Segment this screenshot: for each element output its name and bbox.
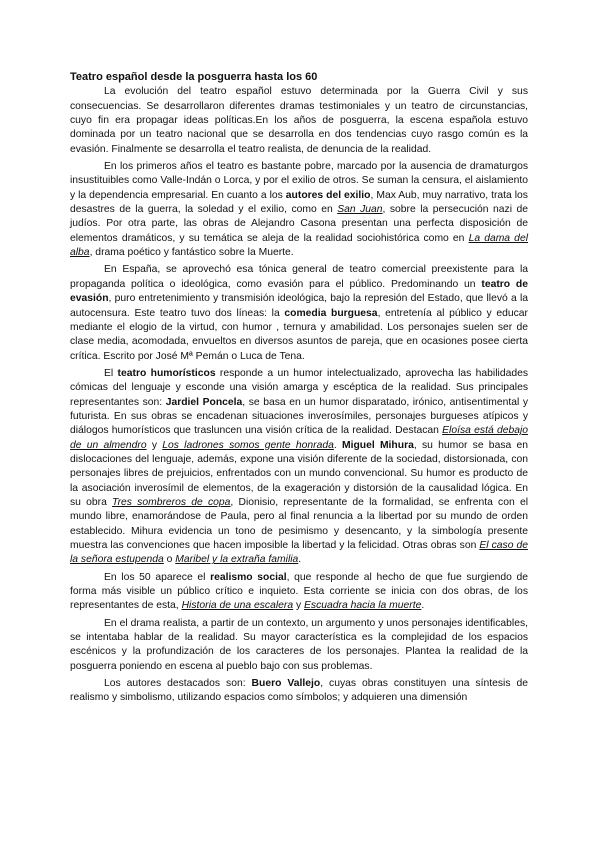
text-run: Los autores destacados son: — [104, 678, 252, 690]
document-title: Teatro español desde la posguerra hasta los 60 — [70, 71, 318, 83]
text-run: , Max Aub, muy narrativo, trata los desastres de la guerra, la soledad y el exilio, como en — [70, 189, 528, 216]
paragraph — [70, 85, 528, 157]
text-run: , cuyas obras constituyen una síntesis de realismo y simbolismo, utilizando espacios como símbolos; y adquieren una dimensión — [70, 678, 528, 704]
document-page — [70, 70, 528, 709]
text-run: y — [293, 600, 305, 612]
text-run: El — [104, 367, 118, 379]
text-run: , drama poético y fantástico sobre la Muerte. — [89, 247, 294, 259]
text-run: , se basa en un humor disparatado, irónico, antisentimental y futurista. En sus obras se encadenan situaciones inverosímiles, personajes burgueses atípicos y diálogos humorísticos que trasluncen una visión crítica de la realidad. Destacan — [70, 396, 528, 437]
paragraph — [70, 367, 528, 568]
text-run: En España, se aprovechó esa tónica general de teatro comercial preexistente para la propaganda política o ideológica, como evasión para el público. Predominando un — [70, 264, 528, 290]
text-run: responde a un humor intelectualizado, aprovecha las habilidades cómicas del lenguaje y esconde una visión amarga y escéptica de la realidad. Sus principales representantes son: — [70, 367, 529, 408]
text-run: En los 50 aparece el — [104, 571, 211, 583]
paragraph — [70, 677, 528, 706]
work-title: Escuadra hacia la muerte — [304, 600, 422, 612]
work-title: Eloísa está debajo de un almendro — [70, 425, 529, 451]
text-run: , entretenía al público y educar mediante el elogio de la virtud, con humor , ternura y amabilidad. Los personajes suelen ser de clase media, acomodada, envueltos en diversos asuntos de pareja, que en ocasiones posee cierta crítica. Escrito por José Mª Pemán o Luca de Tena. — [70, 307, 528, 362]
paragraph — [70, 160, 528, 260]
paragraph — [70, 617, 528, 674]
bold-term: teatro de evasión — [70, 278, 529, 305]
work-title: San Juan — [337, 204, 383, 216]
text-run: , puro entretenimiento y transmisión ideológica, bajo la represión del Estado, que llevó a la autocensura. Este teatro tuvo dos líneas: la — [70, 293, 528, 319]
text-run: , que responde al hecho de que fue surgiendo de forma más visible un público crítico e inquieto. Esta corriente se inicia con dos obras, de los representantes de esta, — [70, 571, 529, 612]
work-title: Historia de una escalera — [181, 600, 294, 612]
text-run: o — [163, 554, 176, 566]
document-body — [70, 85, 528, 705]
text-run: , sobre la persecución nazi de judíos. Por otra parte, las obras de Alejandro Casona presentan una perfecta disposición de elementos dramáticos, y su temática se aleja de la realidad sociohistórica como en — [70, 204, 528, 244]
bold-term: comedia burguesa — [284, 307, 378, 319]
text-run: La evolución del teatro español estuvo determinada por la Guerra Civil y sus consecuencias. Se desarrollaron diferentes dramas testimoniales y un teatro de circunstancias, cuyo fin era propagar ideas políticas.En los años de posguerra, la escena española estuvo dominada por un teatro nacional que se desarrolla en dos tendencias cuyo rasgo común es la evasión. Finalmente se desarrolla el teatro realista, de denuncia de la realidad. — [70, 86, 528, 155]
work-title: La dama del alba — [70, 232, 528, 259]
bold-term: Jardiel Poncela — [165, 396, 243, 408]
text-run: En el drama realista, a partir de un contexto, un argumento y unos personajes identificables, se intentaba hablar de la realidad. Su mayor característica es la complejidad de los espacios escénicos y la profundización de los caracteres de los personajes. Plantea la realidad de la posguerra poniendo en escena al pueblo bajo con sus problemas. — [70, 617, 528, 672]
work-title: El caso de la señora estupenda — [70, 540, 528, 566]
text-run: , Dionisio, representante de la formalidad, se enfrenta con el mundo libre, enamorándose de Paula, pero al final renuncia a la libertad por su mundo de orden establecido. Mihura evidencia un tono de pesimismo y desencanto, y la simbología presente muestra las convenciones que hacen imposible la libertad y la felicidad. Otras obras son — [70, 496, 528, 551]
bold-term: Buero Vallejo — [251, 678, 321, 690]
work-title: Los ladrones somos gente honrada — [162, 439, 334, 451]
work-title: Maribel y la extraña familia — [175, 554, 299, 566]
text-run: . — [298, 554, 302, 566]
text-run: En los primeros años el teatro es bastante pobre, marcado por la ausencia de dramaturgos insustituibles como Valle-Indán o Lorca, y por el exilio de otros. Se suman la censura, el aislamiento y la dependencia empresarial. En cuanto a los — [70, 161, 528, 201]
bold-term: teatro humorísticos — [117, 367, 216, 379]
bold-term: autores del exilio — [285, 189, 371, 201]
paragraph — [70, 571, 528, 614]
bold-term: realismo social — [210, 571, 287, 583]
bold-term: Miguel Mihura — [341, 439, 414, 451]
text-run: . — [333, 439, 342, 451]
text-run: . — [421, 600, 425, 612]
text-run: y — [146, 439, 163, 451]
work-title: Tres sombreros de copa — [112, 496, 231, 508]
paragraph — [70, 263, 528, 363]
text-run: , su humor se basa en dislocaciones del lenguaje, además, expone una visión diferente de la sociedad, distorsionada, con personajes libres de prejuicios, enfrentados con un mundo convencional. Su humor es producto de la asociación inverosímil de elementos, de la exageración y distorsión de la causalidad lógica. En su obra — [70, 439, 528, 508]
